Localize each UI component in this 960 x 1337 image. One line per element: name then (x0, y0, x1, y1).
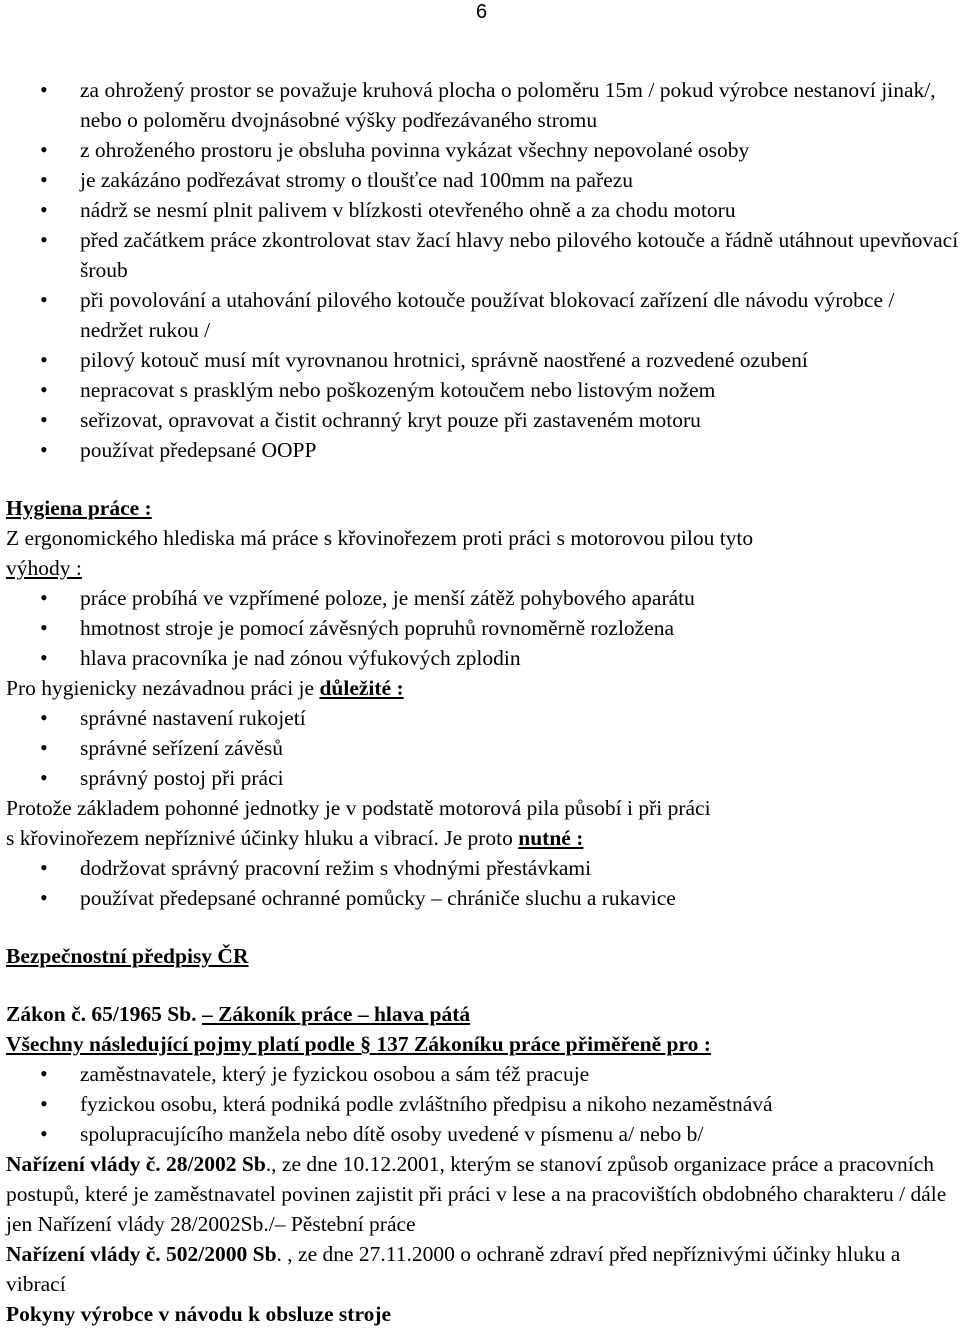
list-item: • hlava pracovníka je nad zónou výfukových zplodin (6, 643, 960, 673)
regulation-title: Nařízení vlády č. 28/2002 Sb (6, 1152, 266, 1176)
list-item: • hmotnost stroje je pomocí závěsných popruhů rovnoměrně rozložena (6, 613, 960, 643)
necessary-list (6, 853, 960, 913)
advantages-label: výhody : (6, 556, 82, 580)
important-list (6, 703, 960, 793)
advantages-list (6, 583, 960, 673)
regulation-text: ., ze dne 10.12.2001, kterým se stanoví způsob organizace práce a pracovních postupů, které je zaměstnavatel povinen zajistit při práci v lese a na pracovištích obdobného charakteru / dále jen Nařízení vlády 28/2002Sb./– Pěstební práce (6, 1152, 947, 1236)
law-items-list (6, 1059, 960, 1149)
hygiene-heading: Hygiena práce : (6, 496, 152, 520)
list-item: • spolupracujícího manžela nebo dítě osoby uvedené v písmenu a/ nebo b/ (6, 1119, 960, 1149)
list-item: • je zakázáno podřezávat stromy o tloušťce nad 100mm na pařezu (6, 165, 960, 195)
list-item: • před začátkem práce zkontrolovat stav žací hlavy nebo pilového kotouče a řádně utáhnout upevňovací šroub (6, 225, 960, 285)
important-text: Pro hygienicky nezávadnou práci je (6, 676, 320, 700)
list-item: • správný postoj při práci (6, 763, 960, 793)
regulation-text: . , ze dne 27.11.2000 o ochraně zdraví před nepříznivými účinky hluku a vibrací (6, 1242, 901, 1296)
list-item: • fyzickou osobu, která podniká podle zvláštního předpisu a nikoho nezaměstnává (6, 1089, 960, 1119)
list-item: • používat předepsané OOPP (6, 435, 960, 465)
list-item: • dodržovat správný pracovní režim s vhodnými přestávkami (6, 853, 960, 883)
law-title-number: Zákon č. 65/1965 Sb. (6, 1002, 202, 1026)
list-item: • správné nastavení rukojetí (6, 703, 960, 733)
list-item: • správné seřízení závěsů (6, 733, 960, 763)
list-item: • zaměstnavatele, který je fyzickou osobou a sám též pracuje (6, 1059, 960, 1089)
list-item: • za ohrožený prostor se považuje kruhová plocha o poloměru 15m / pokud výrobce nestanoví jinak/, nebo o poloměru dvojnásobné výšky podřezávaného stromu (6, 75, 960, 135)
regulation-502-2000 (6, 1239, 960, 1299)
necessary-line-1: Protože základem pohonné jednotky je v podstatě motorová pila působí i při práci (6, 796, 711, 820)
document-body (6, 75, 960, 1329)
list-item: • práce probíhá ve vzpřímené poloze, je menší zátěž pohybového aparátu (6, 583, 960, 613)
list-item: • při povolování a utahování pilového kotouče používat blokovací zařízení dle návodu výrobce / nedržet rukou / (6, 285, 960, 345)
list-item: • pilový kotouč musí mít vyrovnanou hrotnici, správně naostřené a rozvedené ozubení (6, 345, 960, 375)
regulation-28-2002 (6, 1149, 960, 1239)
list-item: • z ohroženého prostoru je obsluha povinna vykázat všechny nepovolané osoby (6, 135, 960, 165)
law-title-name: – Zákoník práce – hlava pátá (201, 1002, 471, 1026)
regulations-heading: Bezpečnostní předpisy ČR (6, 944, 249, 968)
manufacturer-instructions-heading: Pokyny výrobce v návodu k obsluze stroje (6, 1302, 392, 1326)
intro-text: Z ergonomického hlediska má práce s křovinořezem proti práci s motorovou pilou tyto (6, 526, 754, 550)
list-item: • nepracovat s prasklým nebo poškozeným kotoučem nebo listovým nožem (6, 375, 960, 405)
important-paragraph (6, 673, 960, 703)
page-number: 6 (476, 1, 488, 23)
hygiene-intro (6, 523, 960, 583)
law-title (6, 999, 960, 1029)
list-item: • seřizovat, opravovat a čistit ochranný kryt pouze při zastaveném motoru (6, 405, 960, 435)
law-subtitle: Všechny následující pojmy platí podle § 137 Zákoníku práce přiměřeně pro : (6, 1032, 711, 1056)
necessary-label: nutné : (518, 826, 584, 850)
necessary-paragraph (6, 793, 960, 853)
safety-rules-list (6, 75, 960, 465)
regulation-title: Nařízení vlády č. 502/2000 Sb (6, 1242, 277, 1266)
necessary-line-2: s křovinořezem nepříznivé účinky hluku a vibrací. Je proto (6, 826, 519, 850)
list-item: • nádrž se nesmí plnit palivem v blízkosti otevřeného ohně a za chodu motoru (6, 195, 960, 225)
important-label: důležité : (319, 676, 404, 700)
list-item: • používat předepsané ochranné pomůcky – chrániče sluchu a rukavice (6, 883, 960, 913)
